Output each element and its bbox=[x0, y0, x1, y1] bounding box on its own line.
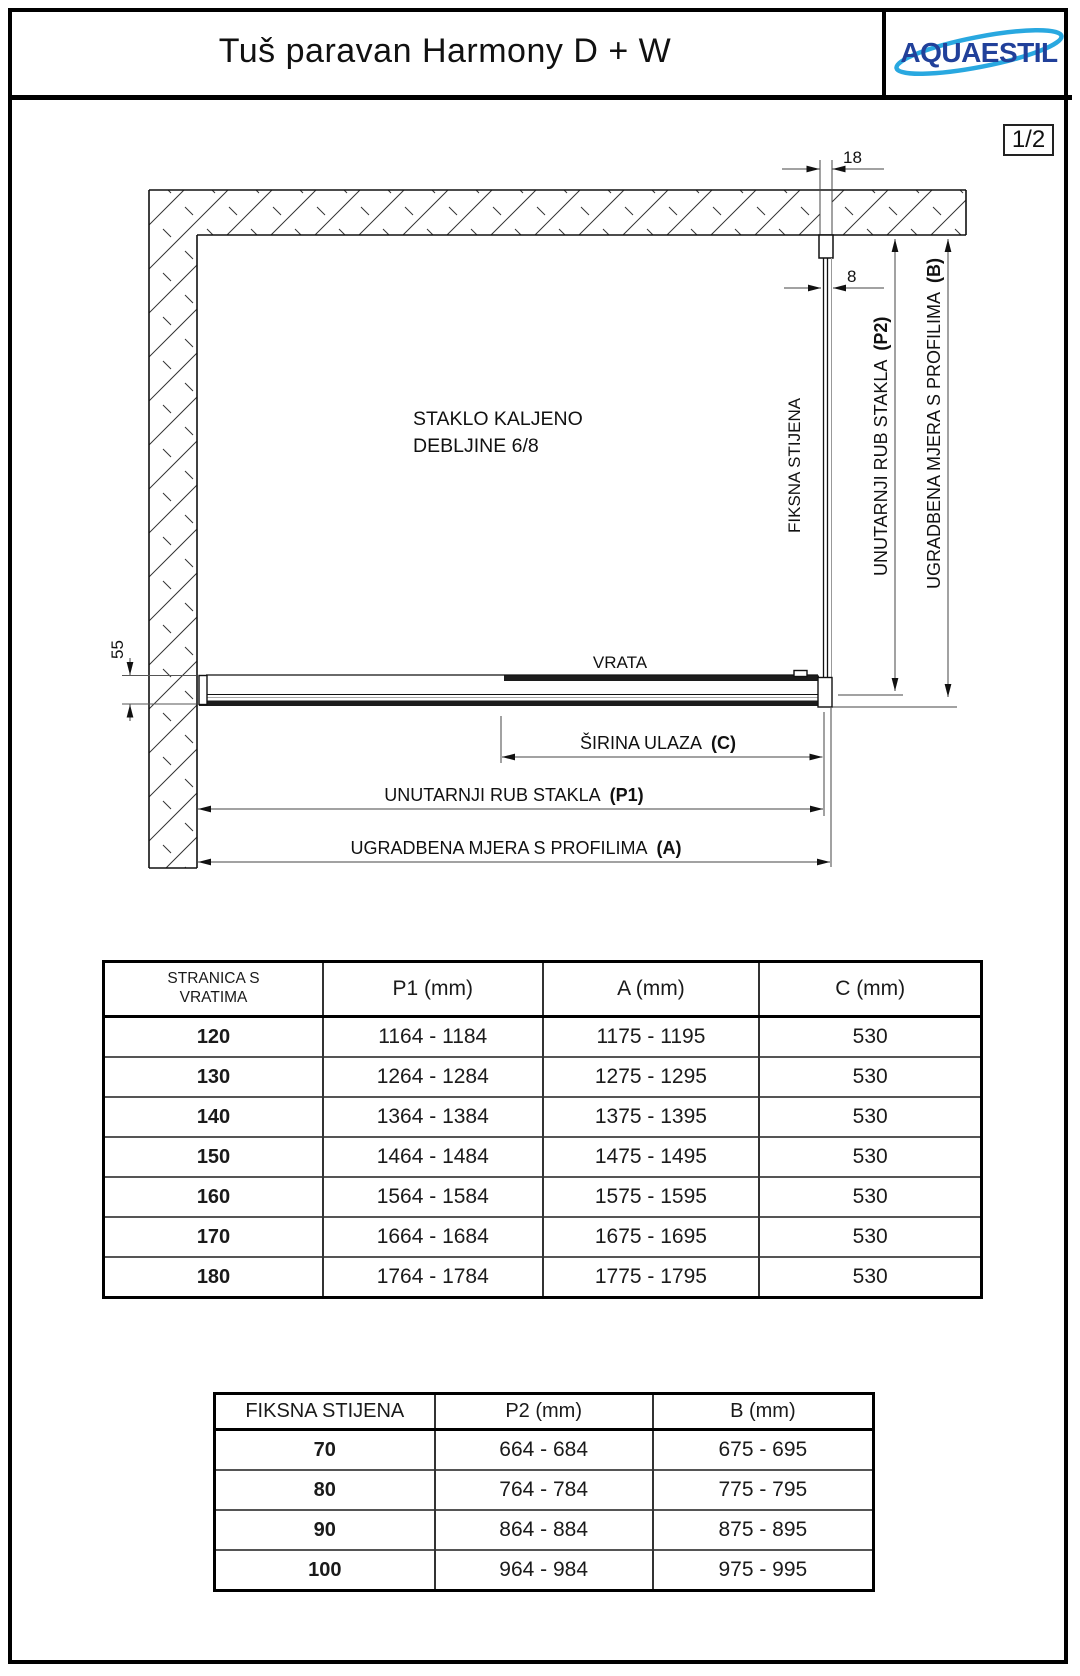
dim-18-value: 18 bbox=[843, 148, 862, 167]
dim-c-label: ŠIRINA ULAZA (C) bbox=[579, 733, 737, 753]
table-cell: 775 - 795 bbox=[653, 1470, 874, 1510]
column-header-label: STRANICA S VRATIMA bbox=[167, 970, 260, 1006]
table-cell: 1564 - 1584 bbox=[323, 1177, 543, 1217]
page-title: Tuš paravan Harmony D + W bbox=[218, 32, 672, 70]
table-cell: 530 bbox=[759, 1017, 981, 1058]
table-cell: 140 bbox=[104, 1097, 324, 1137]
table-cell: 530 bbox=[759, 1177, 981, 1217]
door-side-table-body bbox=[104, 1017, 982, 1298]
column-header: A (mm) bbox=[543, 962, 760, 1017]
table-cell: 964 - 984 bbox=[435, 1550, 653, 1591]
table-cell: 170 bbox=[104, 1217, 324, 1257]
table-cell: 150 bbox=[104, 1137, 324, 1177]
column-header bbox=[104, 962, 324, 1017]
table-cell: 530 bbox=[759, 1217, 981, 1257]
page-indicator: 1/2 bbox=[1003, 124, 1054, 156]
table-row bbox=[104, 1097, 982, 1137]
table-cell: 1575 - 1595 bbox=[543, 1177, 760, 1217]
table-row bbox=[215, 1510, 874, 1550]
table-cell: 530 bbox=[759, 1097, 981, 1137]
table-cell: 160 bbox=[104, 1177, 324, 1217]
column-header: P1 (mm) bbox=[323, 962, 543, 1017]
table-cell: 1375 - 1395 bbox=[543, 1097, 760, 1137]
table-cell: 80 bbox=[215, 1470, 435, 1510]
table-cell: 1175 - 1195 bbox=[543, 1017, 760, 1058]
column-header: B (mm) bbox=[653, 1394, 874, 1430]
glass-note-line1: STAKLO KALJENO bbox=[413, 408, 583, 430]
table-cell: 1364 - 1384 bbox=[323, 1097, 543, 1137]
table-cell: 130 bbox=[104, 1057, 324, 1097]
table-row bbox=[104, 1137, 982, 1177]
column-header: C (mm) bbox=[759, 962, 981, 1017]
table-cell: 1764 - 1784 bbox=[323, 1257, 543, 1298]
logo-text: AQUAESTIL bbox=[900, 36, 1058, 68]
table-cell: 180 bbox=[104, 1257, 324, 1298]
table-row bbox=[104, 1217, 982, 1257]
table-row bbox=[104, 1177, 982, 1217]
dimension-p2 bbox=[838, 239, 903, 695]
table-row bbox=[215, 1430, 874, 1471]
dim-p1-label: UNUTARNJI RUB STAKLA (P1) bbox=[384, 785, 644, 805]
table-header-row bbox=[215, 1394, 874, 1430]
table-cell: 764 - 784 bbox=[435, 1470, 653, 1510]
table-header-row bbox=[104, 962, 982, 1017]
glass-note-line2: DEBLJINE 6/8 bbox=[413, 435, 539, 457]
table-cell: 875 - 895 bbox=[653, 1510, 874, 1550]
table-cell: 1164 - 1184 bbox=[323, 1017, 543, 1058]
fixed-glass-panel bbox=[824, 258, 832, 678]
table-cell: 864 - 884 bbox=[435, 1510, 653, 1550]
end-profile bbox=[818, 678, 832, 708]
table-cell: 1464 - 1484 bbox=[323, 1137, 543, 1177]
table-row bbox=[104, 1257, 982, 1298]
table-cell: 1264 - 1284 bbox=[323, 1057, 543, 1097]
table-row bbox=[104, 1017, 982, 1058]
door-handle bbox=[794, 671, 807, 677]
table-cell: 1475 - 1495 bbox=[543, 1137, 760, 1177]
table-cell: 530 bbox=[759, 1057, 981, 1097]
dimension-p1 bbox=[198, 785, 823, 809]
table-cell: 100 bbox=[215, 1550, 435, 1591]
column-header: P2 (mm) bbox=[435, 1394, 653, 1430]
table-cell: 975 - 995 bbox=[653, 1550, 874, 1591]
table-cell: 530 bbox=[759, 1137, 981, 1177]
dim-55-value: 55 bbox=[108, 640, 127, 659]
wall-hatch bbox=[149, 189, 966, 868]
table-cell: 1664 - 1684 bbox=[323, 1217, 543, 1257]
table-cell: 1675 - 1695 bbox=[543, 1217, 760, 1257]
table-row bbox=[104, 1057, 982, 1097]
table-cell: 1775 - 1795 bbox=[543, 1257, 760, 1298]
table-row bbox=[215, 1470, 874, 1510]
dim-a-label: UGRADBENA MJERA S PROFILIMA (A) bbox=[350, 838, 682, 858]
dimension-8 bbox=[784, 267, 884, 288]
table-cell: 120 bbox=[104, 1017, 324, 1058]
door-side-table bbox=[102, 960, 983, 1299]
table-cell: 675 - 695 bbox=[653, 1430, 874, 1471]
door-label: VRATA bbox=[592, 653, 648, 672]
table-cell: 90 bbox=[215, 1510, 435, 1550]
fixed-panel-label: FIKSNA STIJENA bbox=[785, 397, 804, 533]
dim-p2-label: UNUTARNJI RUB STAKLA(P2) bbox=[871, 316, 891, 576]
wall-profile bbox=[819, 235, 833, 258]
table-cell: 530 bbox=[759, 1257, 981, 1298]
table-cell: 1275 - 1295 bbox=[543, 1057, 760, 1097]
dim-8-value: 8 bbox=[847, 267, 857, 286]
column-header: FIKSNA STIJENA bbox=[215, 1394, 435, 1430]
table-cell: 70 bbox=[215, 1430, 435, 1471]
fixed-panel-table-body bbox=[215, 1430, 874, 1591]
dim-b-label: UGRADBENA MJERA S PROFILIMA(B) bbox=[924, 257, 944, 589]
sliding-door bbox=[504, 676, 819, 682]
table-row bbox=[215, 1550, 874, 1591]
table-cell: 664 - 684 bbox=[435, 1430, 653, 1471]
fixed-panel-table bbox=[213, 1392, 875, 1592]
